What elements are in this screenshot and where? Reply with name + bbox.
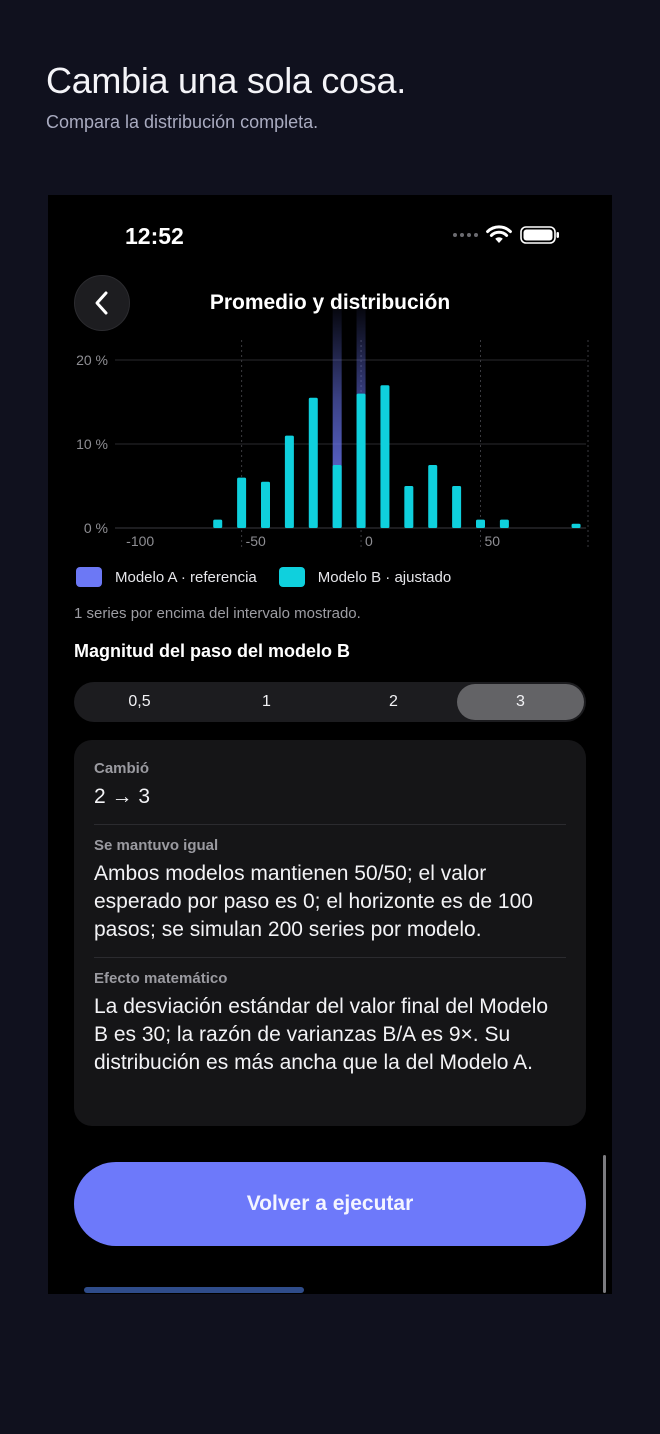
bar-model-b xyxy=(357,394,366,528)
bar-model-b xyxy=(333,465,342,528)
bar-model-b xyxy=(500,520,509,528)
scrollbar[interactable] xyxy=(603,1155,606,1293)
unchanged-section xyxy=(94,824,566,957)
next-content-peek xyxy=(84,1285,304,1294)
effect-section xyxy=(94,957,566,1077)
legend-item-model-a xyxy=(76,567,257,587)
bar-model-b xyxy=(572,524,581,528)
bar-model-b xyxy=(213,520,222,528)
chart-legend xyxy=(76,567,473,587)
rerun-button[interactable]: Volver a ejecutar xyxy=(74,1162,586,1246)
y-tick-label: 0 % xyxy=(83,520,108,536)
legend-swatch-model-a xyxy=(76,567,102,587)
hero-subtitle: Compara la distribución completa. xyxy=(46,112,319,132)
effect-value: La desviación estándar del valor final del Modelo B es 30; la razón de varianzas B/A es 9×. Su distribución es más ancha que la del Modelo A. xyxy=(94,995,549,1074)
changed-section xyxy=(94,740,566,824)
summary-card xyxy=(74,740,586,1126)
bar-model-b xyxy=(452,486,461,528)
bar-model-b xyxy=(380,385,389,528)
battery-icon xyxy=(520,225,560,245)
legend-item-model-b xyxy=(279,567,451,587)
unchanged-label: Se mantuvo igual xyxy=(94,837,219,854)
step-option-1[interactable]: 1 xyxy=(262,693,271,710)
changed-value: 2 → 3 xyxy=(94,785,151,808)
effect-label: Efecto matemático xyxy=(94,970,228,987)
nav-title: Promedio y distribución xyxy=(209,291,451,314)
hero-title: Cambia una sola cosa. xyxy=(46,60,406,101)
cellular-signal-icon xyxy=(453,233,478,237)
x-tick-label: 0 xyxy=(365,533,373,549)
chart-note: 1 series por encima del intervalo mostrado. xyxy=(74,605,361,622)
step-option-3[interactable]: 3 xyxy=(457,684,584,720)
step-option-0-5[interactable]: 0,5 xyxy=(128,693,151,710)
status-icons xyxy=(453,225,560,245)
wifi-icon xyxy=(486,225,512,245)
y-tick-label: 20 % xyxy=(76,352,108,368)
step-section-label: Magnitud del paso del modelo B xyxy=(74,641,351,661)
legend-label-model-a: Modelo A · referencia xyxy=(115,568,257,586)
y-tick-label: 10 % xyxy=(76,436,108,452)
changed-label: Cambió xyxy=(94,760,150,777)
phone-screen xyxy=(48,195,612,1294)
unchanged-value: Ambos modelos mantienen 50/50; el valor esperado por paso es 0; el horizonte es de 100 pasos; se simulan 200 series por modelo. xyxy=(94,862,533,941)
bar-model-b xyxy=(404,486,413,528)
bar-model-b xyxy=(428,465,437,528)
x-tick-label: 50 xyxy=(484,533,501,549)
x-tick-label: -100 xyxy=(126,533,155,549)
bar-model-b xyxy=(237,478,246,528)
bar-model-b xyxy=(261,482,270,528)
legend-swatch-model-b xyxy=(279,567,305,587)
step-segmented-control xyxy=(74,682,586,722)
legend-label-model-b: Modelo B · ajustado xyxy=(317,568,452,586)
bar-model-b xyxy=(476,520,485,528)
bar-model-b xyxy=(309,398,318,528)
x-tick-label: -50 xyxy=(245,533,266,549)
bar-model-b xyxy=(285,436,294,528)
status-time: 12:52 xyxy=(125,223,184,249)
step-option-2[interactable]: 2 xyxy=(389,693,398,710)
